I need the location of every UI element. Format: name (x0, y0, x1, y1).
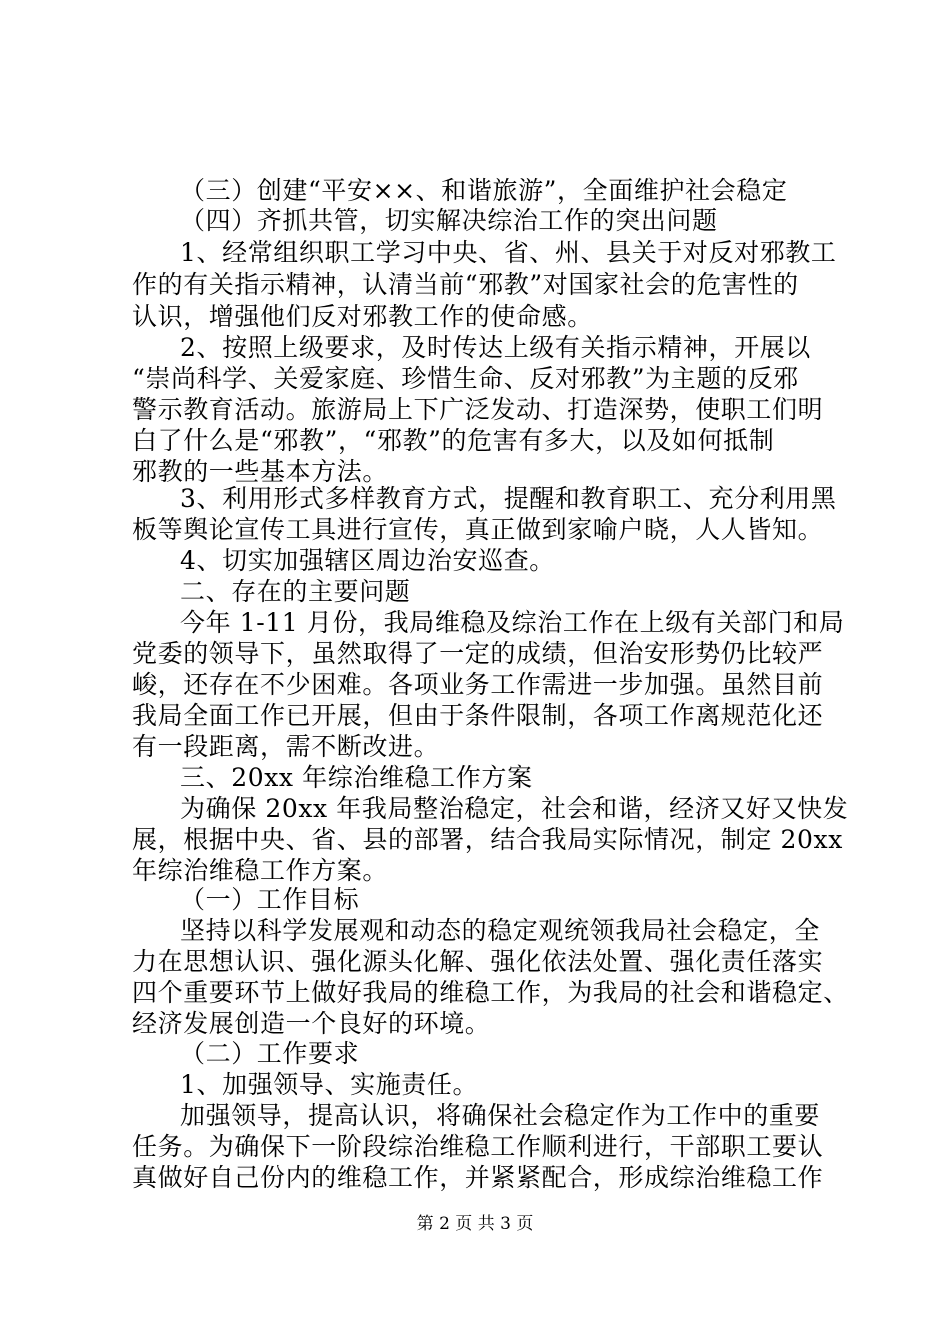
text-line: 坚持以科学发展观和动态的稳定观统领我局社会稳定，全 (180, 916, 821, 945)
text-line: 经济发展创造一个良好的环境。 (132, 1009, 491, 1038)
text-line: 力在思想认识、强化源头化解、强化依法处置、强化责任落实 (132, 947, 824, 976)
text-line: 4、切实加强辖区周边治安巡查。 (180, 546, 555, 575)
text-line: 警示教育活动。旅游局上下广泛发动、打造深势，使职工们明 (132, 395, 824, 424)
text-line: “崇尚科学、关爱家庭、珍惜生命、反对邪教”为主题的反邪 (132, 364, 799, 393)
text-line: 我局全面工作已开展，但由于条件限制，各项工作离规范化还 (132, 701, 824, 730)
text-line: 2、按照上级要求，及时传达上级有关指示精神，开展以 (180, 333, 811, 362)
page-number-footer: 第 2 页 共 3 页 (416, 1214, 534, 1234)
text-line: 作的有关指示精神，认清当前“邪教”对国家社会的危害性的 (132, 270, 799, 299)
text-line: 认识，增强他们反对邪教工作的使命感。 (132, 302, 593, 331)
text-line: 邪教的一些基本方法。 (132, 457, 389, 486)
text-line: 板等舆论宣传工具进行宣传，真正做到家喻户晓，人人皆知。 (132, 515, 824, 544)
text-line: 为确保 20xx 年我局整治稳定，社会和谐，经济又好又快发 (180, 794, 849, 823)
text-line: 年综治维稳工作方案。 (132, 856, 389, 885)
section-heading: 二、存在的主要问题 (180, 577, 411, 606)
text-line: 真做好自己份内的维稳工作，并紧紧配合，形成综治维稳工作 (132, 1163, 824, 1192)
text-line: 党委的领导下，虽然取得了一定的成绩，但治安形势仍比较严 (132, 639, 824, 668)
text-line: 峻，还存在不少困难。各项业务工作需进一步加强。虽然目前 (132, 670, 824, 699)
text-line: （四）齐抓共管，切实解决综治工作的突出问题 (180, 206, 718, 235)
text-line: 有一段距离，需不断改进。 (132, 732, 440, 761)
text-line: 今年 1-11 月份，我局维稳及综治工作在上级有关部门和局 (180, 608, 845, 637)
text-line: 1、经常组织职工学习中央、省、州、县关于对反对邪教工 (180, 238, 837, 267)
subsection-heading: （一）工作目标 (180, 885, 360, 914)
text-line: 四个重要环节上做好我局的维稳工作，为我局的社会和谐稳定、 (132, 978, 849, 1007)
text-line: 展，根据中央、省、县的部署，结合我局实际情况，制定 20xx (132, 825, 843, 854)
section-heading: 三、20xx 年综治维稳工作方案 (180, 763, 533, 792)
text-line: 白了什么是“邪教”，“邪教”的危害有多大，以及如何抵制 (132, 426, 775, 455)
subsection-heading: （二）工作要求 (180, 1039, 360, 1068)
text-line: 1、加强领导、实施责任。 (180, 1070, 479, 1099)
text-line: （三）创建“平安××、和谐旅游”，全面维护社会稳定 (180, 176, 788, 205)
text-line: 3、利用形式多样教育方式，提醒和教育职工、充分利用黑 (180, 484, 837, 513)
text-line: 任务。为确保下一阶段综治维稳工作顺利进行，干部职工要认 (132, 1132, 824, 1161)
text-line: 加强领导，提高认识，将确保社会稳定作为工作中的重要 (180, 1101, 821, 1130)
